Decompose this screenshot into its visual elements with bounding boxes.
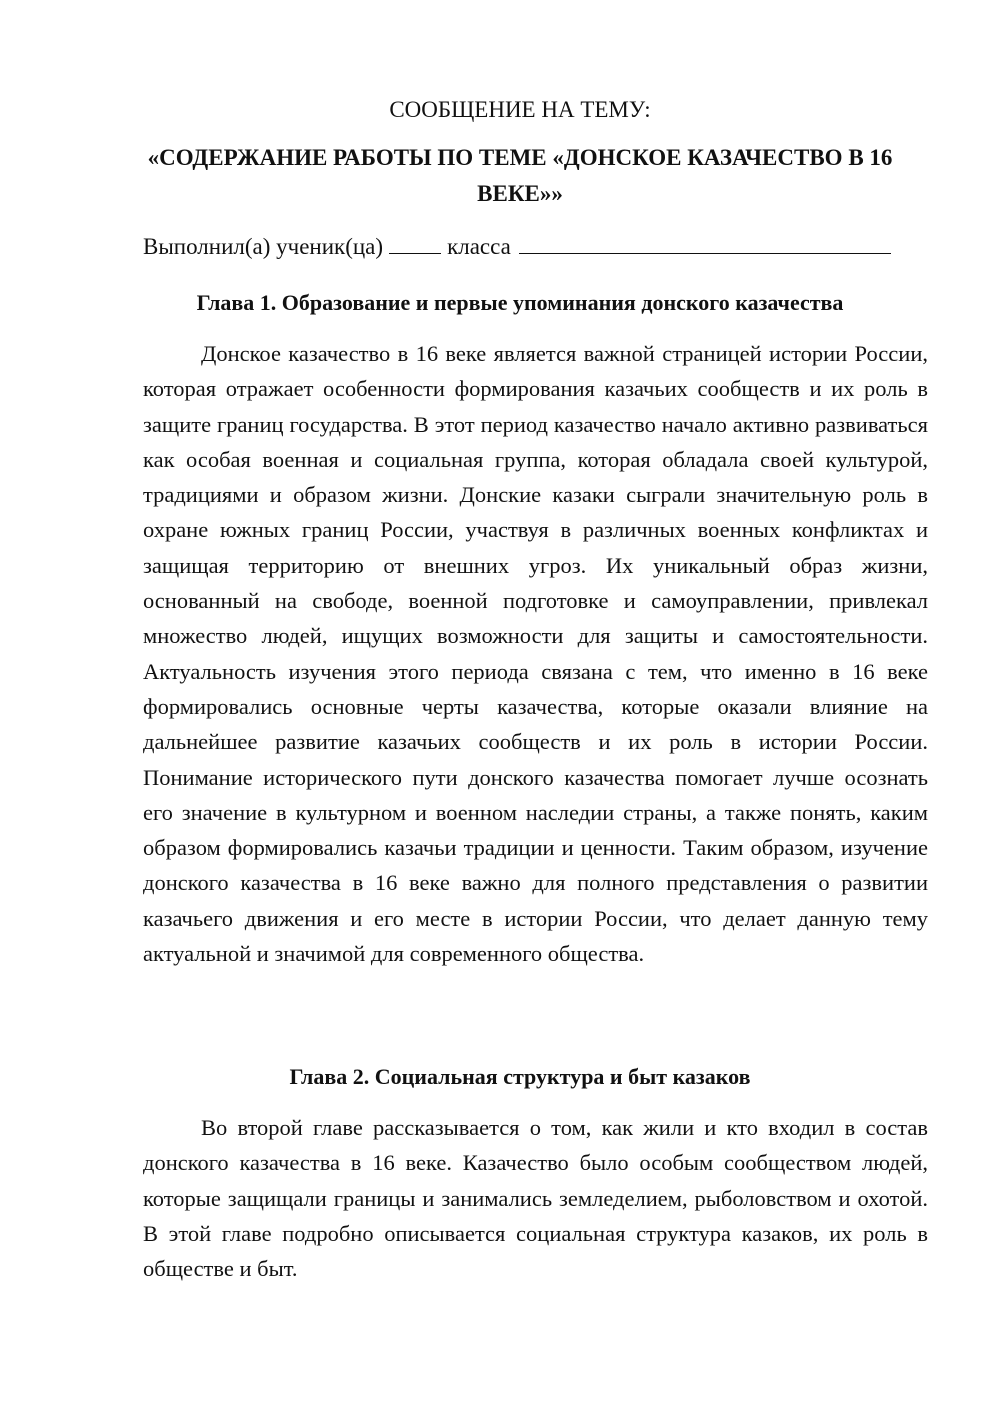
report-topic-title: «СОДЕРЖАНИЕ РАБОТЫ ПО ТЕМЕ «ДОНСКОЕ КАЗАЧЕСТВО В 16 ВЕКЕ»» [147, 145, 893, 206]
report-heading: СООБЩЕНИЕ НА ТЕМУ: [389, 97, 651, 122]
chapter-2-title: Глава 2. Социальная структура и быт казаков [289, 1064, 751, 1089]
student-name-blank [519, 231, 891, 254]
class-number-blank [389, 231, 441, 254]
author-line [143, 230, 933, 264]
author-label: Выполнил(а) ученик(ца) [143, 234, 384, 259]
chapter-2-text: Во второй главе рассказывается о том, как жили и кто входил в состав донского казачества в 16 веке. Казачество было особым сообществом людей, которые защищали границы и занимались земледелием, рыболовством и охотой. В этой главе подробно описывается социальная структура казаков, их роль в обществе и быт. [143, 1115, 928, 1282]
chapter-1-title: Глава 1. Образование и первые упоминания донского казачества [196, 290, 844, 315]
class-label: класса [447, 234, 511, 259]
chapter-1-text: Донское казачество в 16 веке является важной страницей истории России, которая отражает особенности формирования казачьих сообществ и их роль в защите границ государства. В этот период казачество начало активно развиваться как особая военная и социальная группа, которая обладала своей культурой, традициями и образом жизни. Донские казаки сыграли значительную роль в охране южных границ России, участвуя в различных военных конфликтах и защищая территорию от внешних угроз. Их уникальный образ жизни, основанный на свободе, военной подготовке и самоуправлении, привлекал множество людей, ищущих возможности для защиты и самостоятельности. Актуальность изучения этого периода связана с тем, что именно в 16 веке формировались основные черты казачества, которые оказали влияние на дальнейшее развитие казачьих сообществ и их роль в истории России. Понимание исторического пути донского казачества помогает лучше осознать его значение в культурном и военном наследии страны, а также понять, каким образом формировались казачьи традиции и ценности. Таким образом, изучение донского казачества в 16 веке важно для полного представления о развитии казачьего движения и его месте в истории России, что делает данную тему актуальной и значимой для современного общества. [143, 341, 928, 967]
